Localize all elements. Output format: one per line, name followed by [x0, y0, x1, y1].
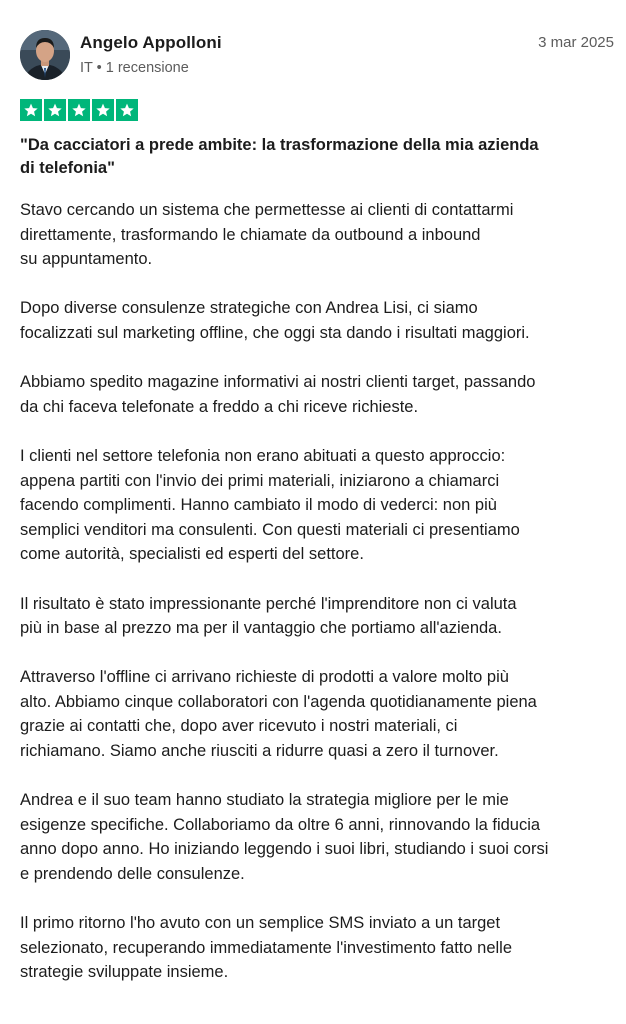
- review-text-line: richiamano. Siamo anche riusciti a ridurre quasi a zero il turnover.: [20, 742, 499, 761]
- star-icon: [92, 99, 114, 121]
- review-text-line: Abbiamo spedito magazine informativi ai nostri clienti target, passando: [20, 373, 536, 392]
- star-icon: [116, 99, 138, 121]
- review-text-line: come autorità, specialisti ed esperti del settore.: [20, 545, 364, 564]
- review-text-line: direttamente, trasformando le chiamate da outbound a inbound: [20, 225, 481, 244]
- review-text-line: focalizzati sul marketing offline, che oggi sta dando i risultati maggiori.: [20, 323, 530, 342]
- star-icon: [20, 99, 42, 121]
- reviewer-review-count: 1 recensione: [105, 60, 189, 76]
- review-text-line: più in base al prezzo ma per il vantaggio che portiamo all'azienda.: [20, 619, 502, 638]
- reviewer-name[interactable]: Angelo Appolloni: [80, 33, 222, 52]
- review-text-line: Attraverso l'offline ci arrivano richieste di prodotti a valore molto più: [20, 668, 509, 687]
- review-text-line: Andrea e il suo team hanno studiato la strategia migliore per le mie: [20, 791, 509, 810]
- review-paragraph: [20, 911, 620, 985]
- reviewer-country: IT: [80, 60, 93, 76]
- review-date: 3 mar 2025: [538, 34, 614, 51]
- review-title: [20, 134, 600, 180]
- review-paragraph: [20, 665, 620, 763]
- review-text-line: grazie ai contatti che, dopo aver ricevuto i nostri materiali, ci: [20, 717, 458, 736]
- meta-separator: •: [96, 60, 102, 76]
- review-text-line: I clienti nel settore telefonia non erano abituati a questo approccio:: [20, 446, 506, 465]
- review-text-line: semplici venditori ma consulenti. Con questi materiali ci presentiamo: [20, 520, 520, 539]
- review-text-line: su appuntamento.: [20, 250, 153, 269]
- review-text-line: Dopo diverse consulenze strategiche con Andrea Lisi, ci siamo: [20, 299, 478, 318]
- review-text-line: anno dopo anno. Ho iniziando leggendo i suoi libri, studiando i suoi corsi: [20, 840, 549, 859]
- review-text-line: Stavo cercando un sistema che permettesse ai clienti di contattarmi: [20, 201, 514, 219]
- review-paragraph: [20, 592, 620, 641]
- reviewer-meta: [80, 59, 222, 77]
- review-text-line: alto. Abbiamo cinque collaboratori con l'agenda quotidianamente piena: [20, 692, 537, 711]
- review-text-line: facendo complimenti. Hanno cambiato il modo di vederci: non più: [20, 496, 497, 515]
- review-title-line: di telefonia": [20, 159, 115, 177]
- review-paragraph: [20, 444, 620, 567]
- review-body: [20, 198, 620, 1010]
- review-paragraph: [20, 198, 620, 272]
- review-text-line: esigenze specifiche. Collaboriamo da oltre 6 anni, rinnovando la fiducia: [20, 815, 541, 834]
- review-text-line: Il risultato è stato impressionante perché l'imprenditore non ci valuta: [20, 594, 517, 613]
- review-paragraph: [20, 296, 620, 345]
- review-paragraph: [20, 788, 620, 886]
- review-text-line: Il primo ritorno l'ho avuto con un semplice SMS inviato a un target: [20, 914, 501, 933]
- review-text-line: strategie sviluppate insieme.: [20, 963, 229, 982]
- review-paragraph: [20, 370, 620, 419]
- review-title-line: "Da cacciatori a prede ambite: la trasformazione della mia azienda: [20, 136, 539, 154]
- star-icon: [44, 99, 66, 121]
- avatar[interactable]: [20, 30, 70, 80]
- reviewer-info: [80, 32, 222, 77]
- review-text-line: e prendendo delle consulenze.: [20, 865, 245, 884]
- review-header: [20, 30, 614, 82]
- review-text-line: da chi faceva telefonate a freddo a chi riceve richieste.: [20, 397, 419, 416]
- review-text-line: appena partiti con l'invio dei primi materiali, iniziarono a chiamarci: [20, 471, 500, 490]
- star-icon: [68, 99, 90, 121]
- avatar-photo-icon: [20, 30, 70, 80]
- review-text-line: selezionato, recuperando immediatamente l'investimento fatto nelle: [20, 938, 513, 957]
- star-rating: [20, 99, 138, 121]
